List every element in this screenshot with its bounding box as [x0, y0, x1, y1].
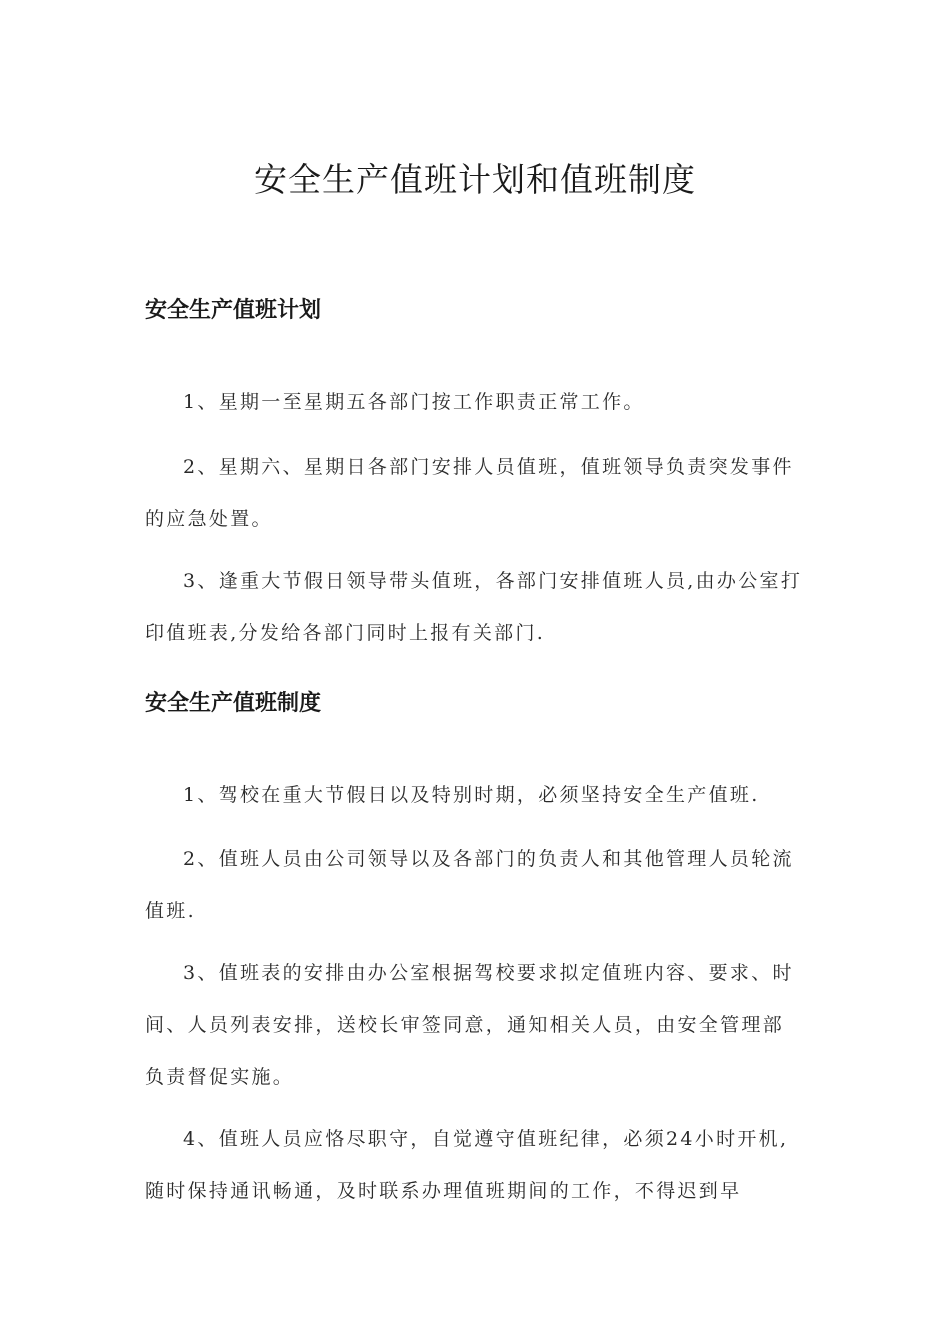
plan-item-2: 2、星期六、星期日各部门安排人员值班，值班领导负责突发事件的应急处置。: [145, 456, 794, 530]
rule-item-2: 2、值班人员由公司领导以及各部门的负责人和其他管理人员轮流值班.: [145, 848, 794, 922]
plan-item-3: 3、逢重大节假日领导带头值班，各部门安排值班人员,由办公室打印值班表,分发给各部门同时上报有关部门.: [145, 570, 803, 644]
section-heading-duty-plan: 安全生产值班计划: [145, 298, 322, 323]
rule-item-4: 4、值班人员应恪尽职守，自觉遵守值班纪律，必须24小时开机,随时保持通讯畅通，及时联系办理值班期间的工作，不得迟到早: [145, 1128, 789, 1202]
document-title: 安全生产值班计划和值班制度: [254, 160, 696, 199]
section-heading-duty-rules: 安全生产值班制度: [145, 691, 322, 716]
plan-item-1: 1、星期一至星期五各部门按工作职责正常工作。: [183, 391, 645, 413]
rule-item-3: 3、值班表的安排由办公室根据驾校要求拟定值班内容、要求、时间、人员列表安排，送校长审签同意，通知相关人员，由安全管理部负责督促实施。: [145, 962, 794, 1088]
rule-item-1: 1、驾校在重大节假日以及特别时期，必须坚持安全生产值班.: [183, 784, 760, 806]
